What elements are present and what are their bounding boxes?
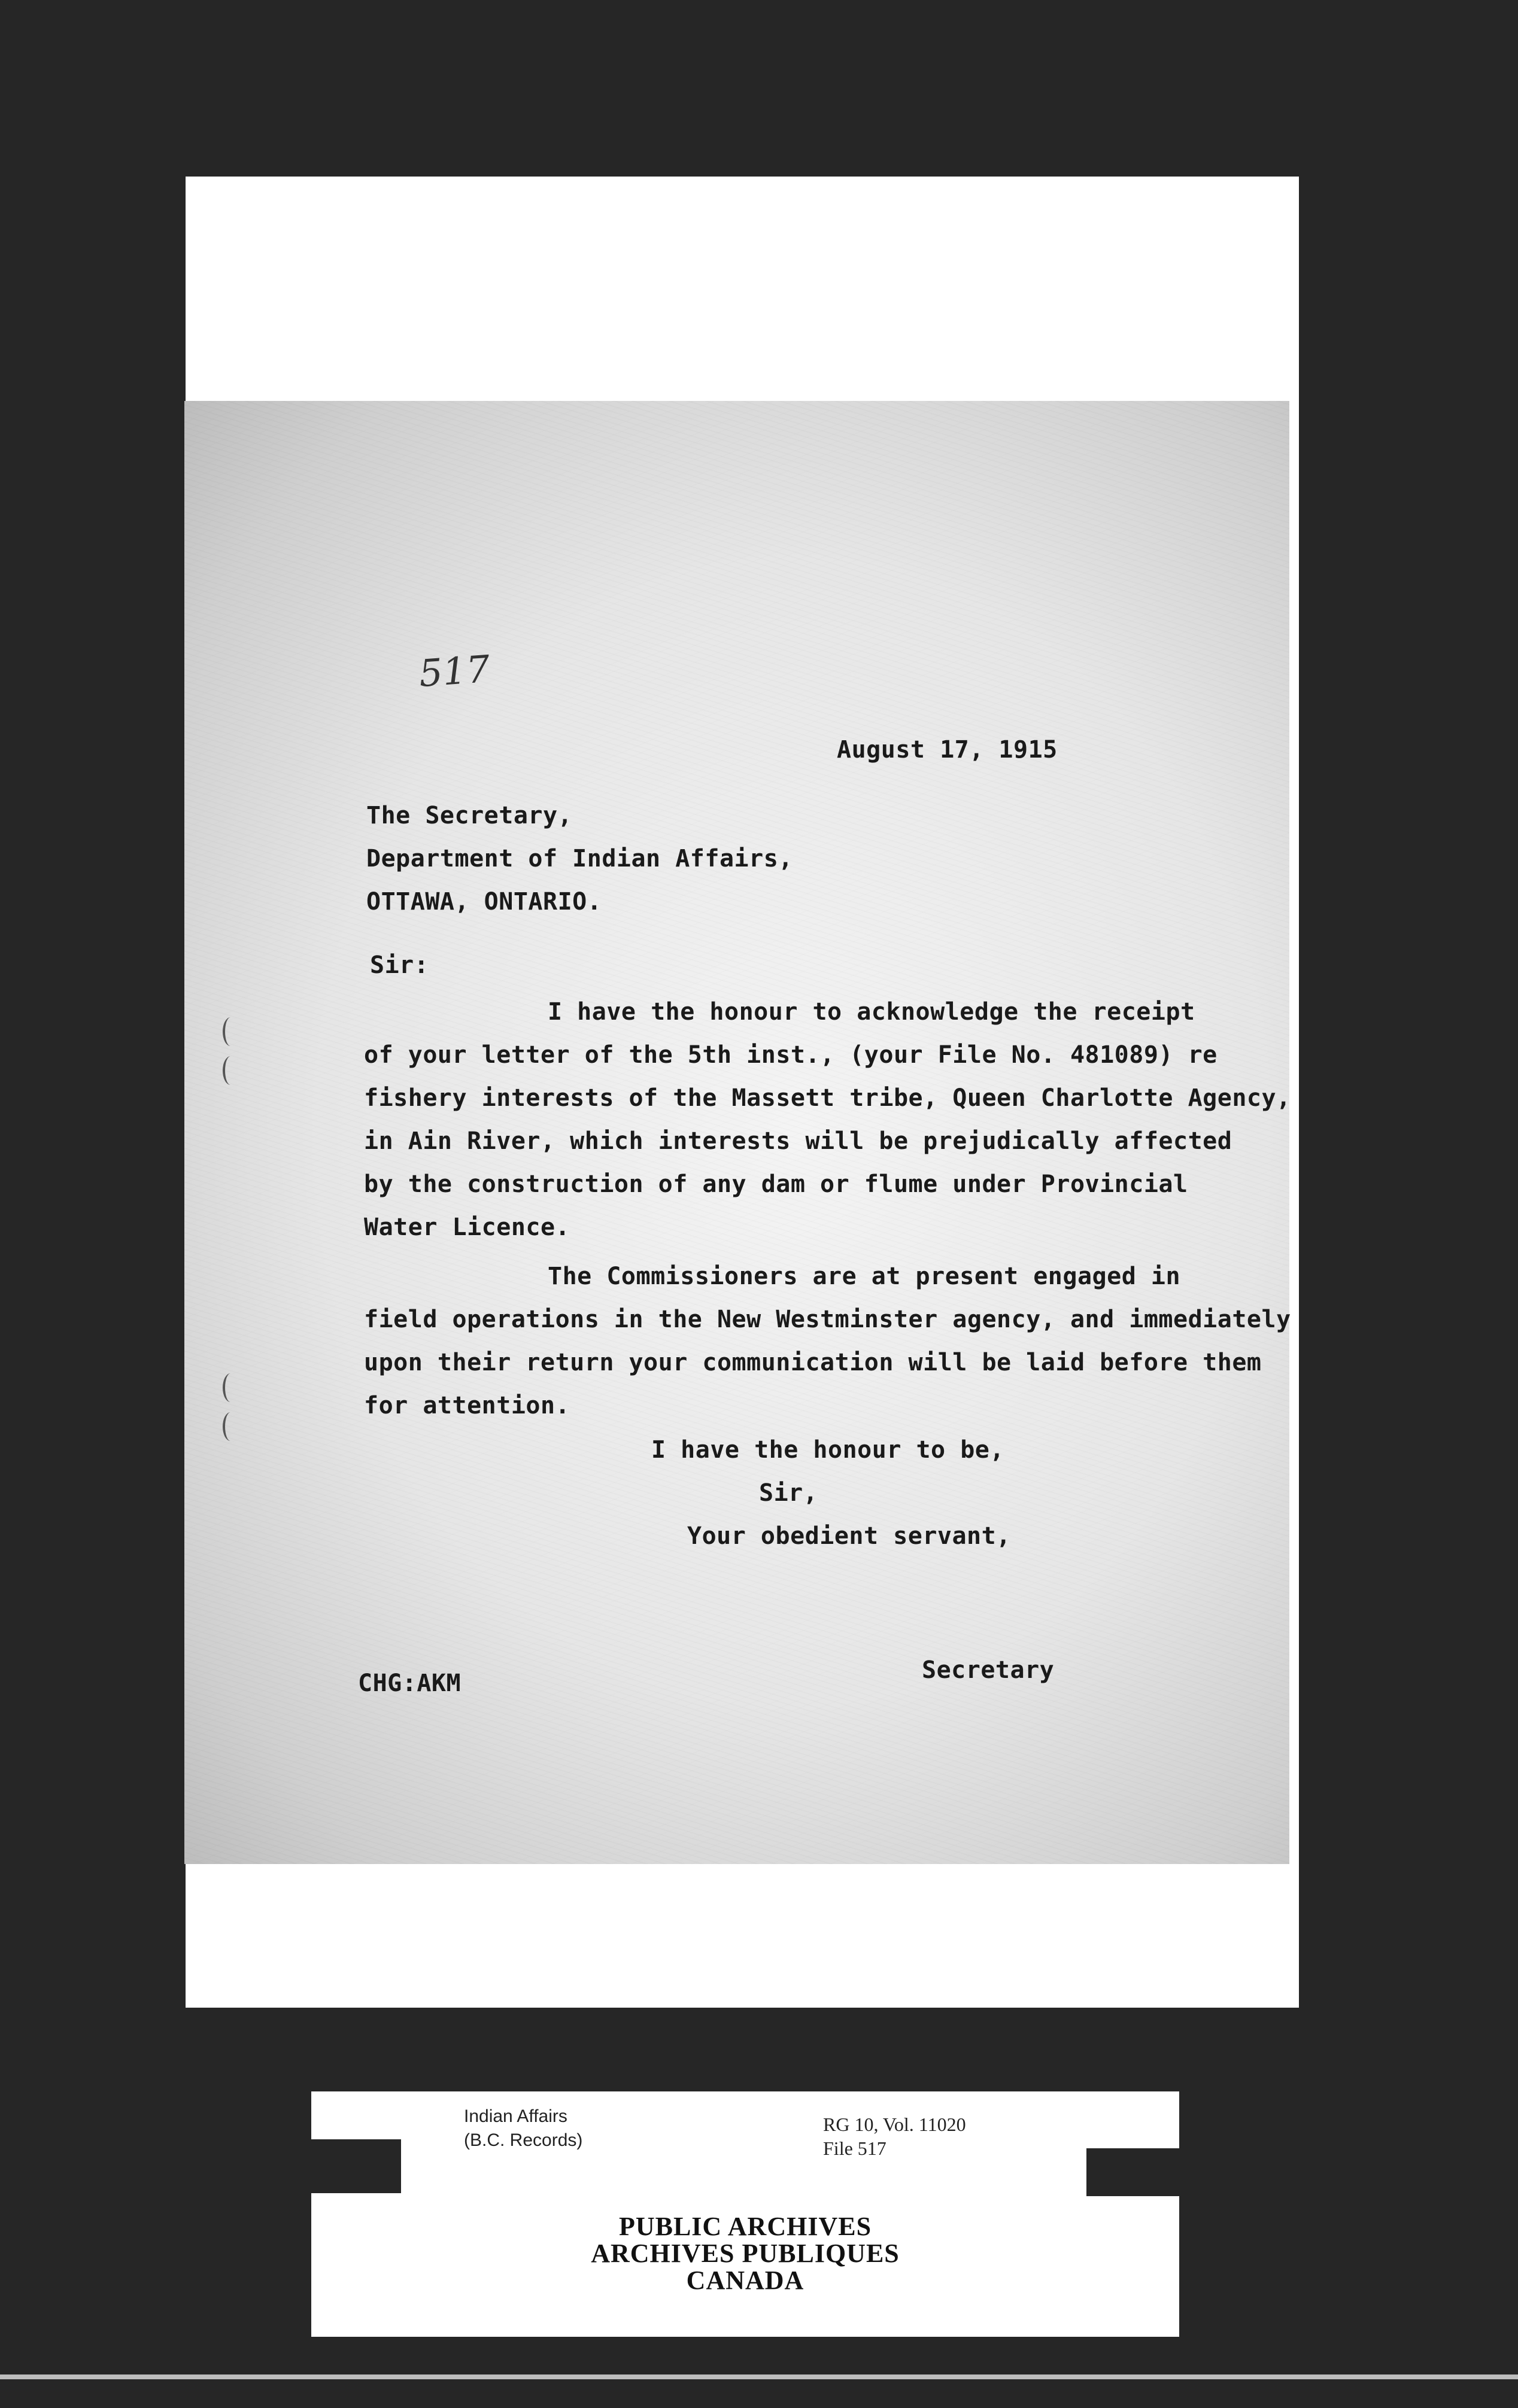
salutation: Sir:: [370, 951, 429, 979]
label-tab-right: [1086, 2148, 1179, 2196]
letter-date: August 17, 1915: [837, 736, 1058, 764]
handwritten-file-number: 517: [417, 646, 491, 696]
signature-title: Secretary: [922, 1656, 1055, 1684]
paragraph2-line-1: The Commissioners are at present engaged in: [548, 1263, 1181, 1290]
paragraph1-line-3: fishery interests of the Massett tribe, Queen Charlotte Agency,: [364, 1084, 1291, 1112]
binder-mark-4: [223, 1412, 238, 1441]
record-group-volume: RG 10, Vol. 11020: [823, 2114, 966, 2135]
paragraph1-line-2: of your letter of the 5th inst., (your File No. 481089) re: [364, 1041, 1218, 1069]
binder-mark-1: [223, 1017, 238, 1046]
paragraph1-line-4: in Ain River, which interests will be prejudically affected: [364, 1127, 1232, 1155]
paragraph2-line-2: field operations in the New Westminster agency, and immediately: [364, 1306, 1291, 1333]
archive-stamp-line-3: CANADA: [686, 2266, 804, 2295]
collection-name: Indian Affairs: [464, 2106, 567, 2126]
address-line-2: Department of Indian Affairs,: [366, 845, 793, 872]
paragraph2-line-3: upon their return your communication will be laid before them: [364, 1349, 1262, 1376]
film-edge: [0, 2374, 1518, 2379]
collection-subname: (B.C. Records): [464, 2130, 583, 2150]
closing-line-3: Your obedient servant,: [687, 1522, 1011, 1550]
archive-stamp-line-2: ARCHIVES PUBLIQUES: [591, 2239, 900, 2268]
typist-initials: CHG:AKM: [358, 1670, 462, 1697]
file-reference: File 517: [823, 2138, 886, 2159]
closing-line-2: Sir,: [759, 1479, 818, 1507]
paragraph1-line-6: Water Licence.: [364, 1214, 570, 1241]
paragraph1-line-1: I have the honour to acknowledge the receipt: [548, 998, 1195, 1026]
address-line-3: OTTAWA, ONTARIO.: [366, 888, 602, 916]
paragraph2-line-4: for attention.: [364, 1392, 570, 1419]
binder-mark-2: [223, 1056, 238, 1085]
archive-stamp-line-1: PUBLIC ARCHIVES: [618, 2212, 872, 2241]
binder-mark-3: [223, 1373, 238, 1402]
paragraph1-line-5: by the construction of any dam or flume under Provincial: [364, 1170, 1188, 1198]
label-tab-left: [311, 2139, 401, 2193]
address-line-1: The Secretary,: [366, 802, 573, 829]
closing-line-1: I have the honour to be,: [651, 1436, 1004, 1464]
